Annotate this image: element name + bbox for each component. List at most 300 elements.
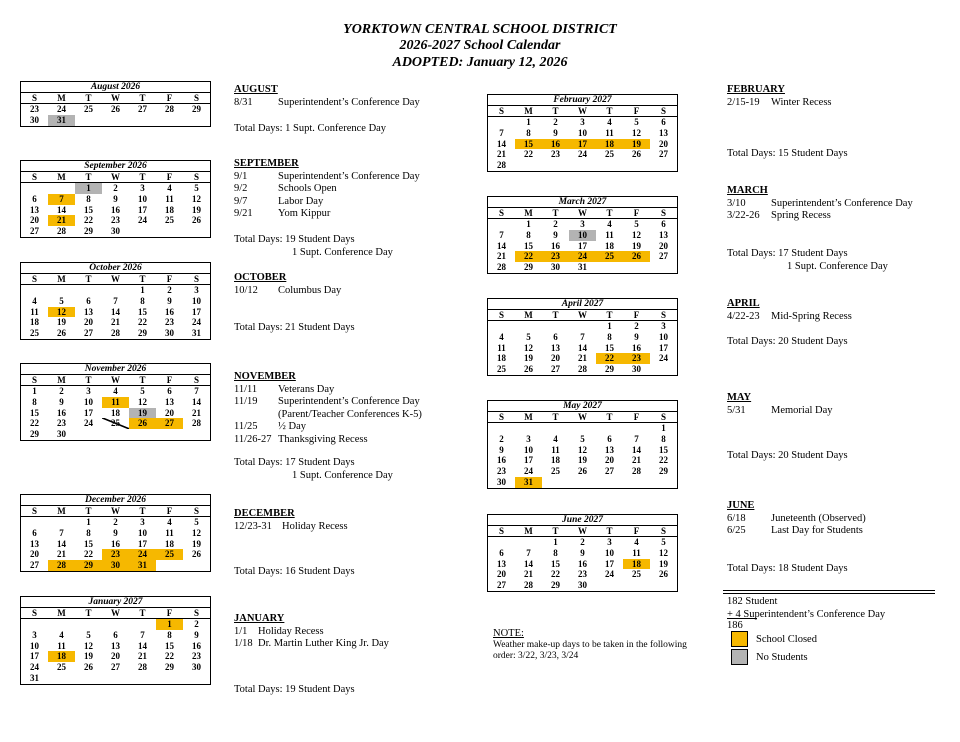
day-cell: 25 [596, 251, 623, 262]
month-heading: OCTOBER [234, 272, 287, 283]
empty-day-cell [596, 580, 623, 591]
event-text: Memorial Day [771, 404, 833, 416]
day-cell: 7 [140, 629, 145, 640]
weekday-label: M [57, 375, 66, 385]
week-row [21, 651, 210, 662]
day-cell: 19 [129, 408, 156, 419]
week-row [488, 219, 677, 230]
calendar-apr [487, 298, 678, 376]
empty-day-cell [183, 115, 210, 126]
day-cell: 13 [111, 640, 120, 651]
total-days-line: Total Days: 21 Student Days [234, 322, 355, 333]
calendar-sep [20, 160, 211, 238]
week-row [21, 630, 210, 641]
weekday-label: F [166, 172, 173, 182]
event-text: Veterans Day [278, 383, 335, 395]
day-cell: 2 [194, 619, 199, 629]
day-cell: 21 [48, 215, 75, 226]
day-cell: 20 [497, 569, 506, 580]
day-cell: 24 [30, 662, 39, 673]
day-cell: 31 [578, 262, 587, 273]
day-cell: 5 [634, 219, 639, 229]
summary-sum-line [727, 618, 757, 619]
day-cell: 8 [86, 193, 91, 204]
day-cell: 14 [578, 342, 587, 353]
day-cell: 1 [86, 517, 91, 527]
event-row [727, 513, 866, 526]
day-cell: 11 [605, 229, 614, 240]
day-cell: 27 [30, 226, 39, 237]
day-cell: 9 [553, 127, 558, 138]
day-cell: 29 [605, 364, 614, 375]
calendar-aug [20, 81, 211, 127]
weekday-label: T [139, 172, 146, 182]
empty-day-cell [183, 429, 210, 440]
day-cell: 1 [156, 619, 183, 630]
legend-school-closed [731, 631, 817, 647]
day-cell: 11 [102, 397, 129, 408]
day-cell: 12 [632, 229, 641, 240]
day-cell: 9 [113, 527, 118, 538]
day-cell: 8 [526, 127, 531, 138]
weekday-label: W [578, 526, 587, 536]
day-cell: 20 [659, 138, 668, 149]
day-cell: 26 [129, 418, 156, 429]
day-cell: 19 [192, 204, 201, 215]
day-cell: 2 [634, 321, 639, 331]
day-cell: 30 [111, 226, 120, 237]
empty-day-cell [183, 560, 210, 571]
day-cell: 29 [138, 328, 147, 339]
day-cell: 12 [524, 342, 533, 353]
weekday-label: T [552, 526, 559, 536]
event-date: 11/11 [234, 383, 258, 395]
total-days-line: Total Days: 19 Student Days [234, 684, 355, 695]
empty-day-cell [596, 262, 623, 273]
note-title: NOTE: [493, 628, 524, 639]
day-cell: 7 [48, 194, 75, 205]
day-cell: 26 [632, 149, 641, 160]
district-title: YORKTOWN CENTRAL SCHOOL DISTRICT [343, 22, 617, 37]
event-date: 4/22-23 [727, 310, 760, 322]
event-row [234, 196, 420, 209]
empty-day-cell [515, 423, 542, 434]
empty-day-cell [48, 673, 75, 684]
total-days-mar [727, 248, 888, 273]
day-cell: 13 [605, 444, 614, 455]
weekday-label: F [633, 106, 640, 116]
day-cell: 20 [84, 317, 93, 328]
empty-day-cell [488, 423, 515, 434]
empty-day-cell [488, 219, 515, 230]
empty-day-cell [542, 477, 569, 488]
week-row [488, 423, 677, 434]
day-cell: 23 [165, 317, 174, 328]
day-cell: 12 [192, 527, 201, 538]
event-row [234, 183, 420, 196]
day-cell: 3 [580, 219, 585, 229]
day-cell: 9 [634, 331, 639, 342]
day-cell: 15 [515, 139, 542, 150]
week-row [488, 548, 677, 559]
day-cell: 10 [138, 527, 147, 538]
event-date: 1/1 [234, 625, 248, 637]
day-cell: 10 [192, 295, 201, 306]
month-section-nov [234, 371, 422, 447]
day-cell: 4 [32, 295, 37, 306]
empty-day-cell [569, 477, 596, 488]
weekday-label: S [193, 608, 199, 618]
weekday-label: T [606, 310, 613, 320]
day-cell: 27 [138, 104, 147, 114]
day-cell: 18 [497, 353, 506, 364]
day-cell: 26 [524, 364, 533, 375]
day-cell: 21 [192, 407, 201, 418]
month-heading: JANUARY [234, 613, 285, 624]
week-row [488, 139, 677, 150]
day-cell: 3 [580, 117, 585, 127]
empty-day-cell [623, 423, 650, 434]
day-cell: 24 [524, 466, 533, 477]
day-cell: 7 [499, 229, 504, 240]
empty-day-cell [515, 537, 542, 548]
weekday-label: M [524, 412, 533, 422]
day-cell: 26 [57, 328, 66, 339]
day-cell: 19 [578, 455, 587, 466]
empty-day-cell [21, 619, 48, 630]
empty-day-cell [623, 160, 650, 171]
day-cell: 28 [524, 580, 533, 591]
day-cell: 3 [194, 285, 199, 295]
day-cell: 6 [607, 433, 612, 444]
day-cell: 5 [526, 331, 531, 342]
month-section-oct [234, 272, 341, 297]
day-cell: 17 [578, 240, 587, 251]
event-row [234, 384, 422, 397]
event-row [727, 198, 913, 211]
day-cell: 17 [569, 139, 596, 150]
day-cell: 16 [57, 407, 66, 418]
week-row [21, 386, 210, 397]
day-cell: 17 [30, 651, 39, 662]
legend-no-students [731, 649, 808, 665]
weekday-label: T [139, 608, 146, 618]
event-text: Last Day for Students [771, 525, 863, 537]
event-date: 9/21 [234, 208, 253, 220]
day-cell: 5 [634, 117, 639, 127]
day-cell: 23 [578, 569, 587, 580]
day-cell: 18 [111, 407, 120, 418]
day-cell: 9 [167, 295, 172, 306]
total-days-line: Total Days: 20 Student Days [727, 450, 848, 461]
weekday-label: T [139, 375, 146, 385]
empty-day-cell [75, 619, 102, 630]
day-cell: 14 [57, 204, 66, 215]
day-cell: 28 [165, 104, 174, 114]
day-cell: 28 [497, 160, 506, 171]
day-cell: 13 [659, 127, 668, 138]
day-cell: 8 [167, 629, 172, 640]
event-row [234, 638, 389, 651]
event-text: Holiday Recess [282, 520, 348, 532]
event-text: Thanksgiving Recess [278, 433, 368, 445]
week-row [488, 580, 677, 591]
week-row [21, 539, 210, 550]
day-cell: 4 [113, 386, 118, 396]
empty-day-cell [156, 429, 183, 440]
event-row [727, 405, 833, 418]
calendar-title: October 2026 [21, 263, 210, 274]
day-cell: 3 [32, 629, 37, 640]
event-row [234, 208, 420, 221]
month-heading: DECEMBER [234, 508, 295, 519]
weekday-label: W [578, 208, 587, 218]
week-row [488, 434, 677, 445]
day-cell: 30 [632, 364, 641, 375]
weekday-label: T [552, 106, 559, 116]
weekday-label: S [193, 274, 199, 284]
event-date: 6/25 [727, 525, 746, 537]
day-cell: 12 [138, 396, 147, 407]
day-cell: 23 [30, 104, 39, 114]
calendar-mar [487, 196, 678, 274]
day-cell: 20 [659, 240, 668, 251]
day-cell: 30 [165, 328, 174, 339]
day-cell: 28 [57, 226, 66, 237]
day-cell: 29 [551, 580, 560, 591]
week-row [21, 317, 210, 328]
day-cell: 21 [111, 317, 120, 328]
day-cell: 25 [156, 549, 183, 560]
weekday-label: W [111, 172, 120, 182]
summary-conference-days: + 4 Superintendent’s Conference Day [727, 609, 886, 620]
day-cell: 11 [165, 193, 174, 204]
event-row [727, 311, 852, 324]
day-cell: 6 [661, 219, 666, 229]
weekday-label: S [660, 412, 666, 422]
legend-closed-label: School Closed [756, 633, 817, 645]
total-days-line: Total Days: 17 Student Days [234, 457, 355, 468]
day-cell: 1 [607, 321, 612, 331]
day-cell: 24 [605, 569, 614, 580]
legend-closed-swatch [731, 631, 748, 647]
weekday-label: S [193, 506, 199, 516]
day-cell: 8 [607, 331, 612, 342]
day-cell: 5 [86, 629, 91, 640]
day-cell: 6 [553, 331, 558, 342]
empty-day-cell [650, 477, 677, 488]
week-row [488, 332, 677, 343]
empty-day-cell [75, 673, 102, 684]
day-cell: 26 [578, 466, 587, 477]
day-cell: 22 [30, 418, 39, 429]
empty-day-cell [156, 115, 183, 126]
weekday-label: F [166, 93, 173, 103]
day-cell: 31 [129, 560, 156, 571]
day-cell: 3 [140, 517, 145, 527]
day-cell: 28 [192, 418, 201, 429]
event-text: ½ Day [278, 421, 306, 433]
day-cell: 1 [526, 117, 531, 127]
day-cell: 14 [138, 640, 147, 651]
day-cell: 24 [138, 215, 147, 226]
total-days-nov [234, 457, 393, 482]
day-cell: 10 [138, 193, 147, 204]
legend-no-students-label: No Students [756, 651, 808, 663]
empty-day-cell [515, 321, 542, 332]
total-days-apr [727, 336, 848, 349]
day-cell: 11 [632, 547, 641, 558]
day-cell: 6 [113, 629, 118, 640]
day-cell: 23 [102, 549, 129, 560]
weekday-label: T [606, 412, 613, 422]
day-cell: 11 [497, 342, 506, 353]
day-cell: 24 [129, 549, 156, 560]
week-row [488, 364, 677, 375]
day-cell: 25 [165, 215, 174, 226]
weekday-label: S [660, 526, 666, 536]
weekday-label: F [166, 274, 173, 284]
day-cell: 10 [569, 230, 596, 241]
day-cell: 15 [30, 407, 39, 418]
day-cell: 19 [623, 139, 650, 150]
day-cell: 10 [30, 640, 39, 651]
day-cell: 16 [111, 204, 120, 215]
day-cell: 10 [524, 444, 533, 455]
day-cell: 10 [659, 331, 668, 342]
calendar-may [487, 400, 678, 489]
empty-day-cell [515, 160, 542, 171]
day-cell: 1 [75, 183, 102, 194]
day-cell: 22 [524, 149, 533, 160]
day-cell: 7 [59, 527, 64, 538]
event-date: 6/18 [727, 512, 746, 524]
empty-day-cell [183, 673, 210, 684]
weekday-header-row [488, 412, 677, 423]
event-text: Schools Open [278, 183, 337, 195]
day-cell: 3 [140, 183, 145, 193]
weekday-header-row [488, 526, 677, 537]
calendar-title: November 2026 [21, 364, 210, 375]
week-row [21, 104, 210, 115]
day-cell: 18 [605, 240, 614, 251]
empty-day-cell [650, 364, 677, 375]
day-cell: 25 [551, 466, 560, 477]
weekday-label: S [31, 93, 37, 103]
weekday-label: W [111, 375, 120, 385]
month-section-feb [727, 84, 832, 109]
event-text: Columbus Day [278, 284, 342, 296]
day-cell: 8 [140, 295, 145, 306]
day-cell: 31 [515, 477, 542, 488]
total-days-line: Total Days: 16 Student Days [234, 566, 355, 577]
day-cell: 7 [634, 433, 639, 444]
event-text: Dr. Martin Luther King Jr. Day [258, 638, 389, 650]
day-cell: 8 [526, 229, 531, 240]
day-cell: 20 [605, 455, 614, 466]
weekday-label: W [111, 274, 120, 284]
event-text: Spring Recess [771, 210, 831, 222]
empty-day-cell [650, 160, 677, 171]
week-row [21, 517, 210, 528]
event-date: 3/10 [727, 197, 746, 209]
day-cell: 11 [57, 640, 66, 651]
week-row [488, 537, 677, 548]
calendar-title: June 2027 [488, 515, 677, 526]
empty-day-cell [542, 423, 569, 434]
day-cell: 22 [515, 251, 542, 262]
day-cell: 2 [167, 285, 172, 295]
event-text: (Parent/Teacher Conferences K-5) [278, 408, 422, 420]
empty-day-cell [102, 619, 129, 630]
month-heading: MAY [727, 392, 752, 403]
calendar-year-title: 2026-2027 School Calendar [399, 38, 561, 53]
day-cell: 1 [661, 423, 666, 433]
day-cell: 14 [524, 558, 533, 569]
day-cell: 8 [32, 396, 37, 407]
day-cell: 16 [551, 240, 560, 251]
day-cell: 15 [524, 240, 533, 251]
weekday-label: T [85, 172, 92, 182]
month-heading: MARCH [727, 185, 768, 196]
event-row [234, 97, 420, 110]
day-cell: 28 [578, 364, 587, 375]
day-cell: 31 [192, 328, 201, 339]
calendar-dec [20, 494, 211, 572]
day-cell: 27 [84, 328, 93, 339]
day-cell: 7 [499, 127, 504, 138]
day-cell: 4 [167, 183, 172, 193]
event-text: Holiday Recess [258, 625, 324, 637]
total-days-line: Total Days: 19 Student Days [234, 234, 355, 245]
day-cell: 21 [138, 651, 147, 662]
weekday-label: S [660, 310, 666, 320]
event-date: 5/31 [727, 404, 746, 416]
day-cell: 2 [59, 386, 64, 396]
total-days-line: Total Days: 15 Student Days [727, 148, 848, 159]
day-cell: 6 [32, 527, 37, 538]
week-row [488, 455, 677, 466]
calendar-title: April 2027 [488, 299, 677, 310]
week-row [21, 528, 210, 539]
day-cell: 6 [86, 295, 91, 306]
day-cell: 25 [84, 104, 93, 114]
day-cell: 4 [607, 117, 612, 127]
week-row [488, 149, 677, 160]
weather-note [493, 628, 687, 663]
total-days-extra-line: 1 Supt. Conference Day [292, 469, 393, 481]
weekday-header-row [21, 375, 210, 386]
weekday-label: T [552, 208, 559, 218]
day-cell: 18 [551, 455, 560, 466]
day-cell: 8 [553, 547, 558, 558]
calendar-oct [20, 262, 211, 340]
event-text: Labor Day [278, 195, 324, 207]
day-cell: 19 [57, 317, 66, 328]
empty-day-cell [488, 321, 515, 332]
day-cell: 11 [165, 527, 174, 538]
day-cell: 30 [551, 262, 560, 273]
week-row [21, 328, 210, 339]
adopted-date: ADOPTED: January 12, 2026 [392, 55, 568, 70]
day-cell: 30 [192, 662, 201, 673]
weekday-label: M [524, 310, 533, 320]
day-cell: 24 [578, 149, 587, 160]
day-cell: 19 [192, 538, 201, 549]
total-days-jan [234, 684, 355, 697]
day-cell: 14 [57, 538, 66, 549]
day-cell: 20 [30, 549, 39, 560]
